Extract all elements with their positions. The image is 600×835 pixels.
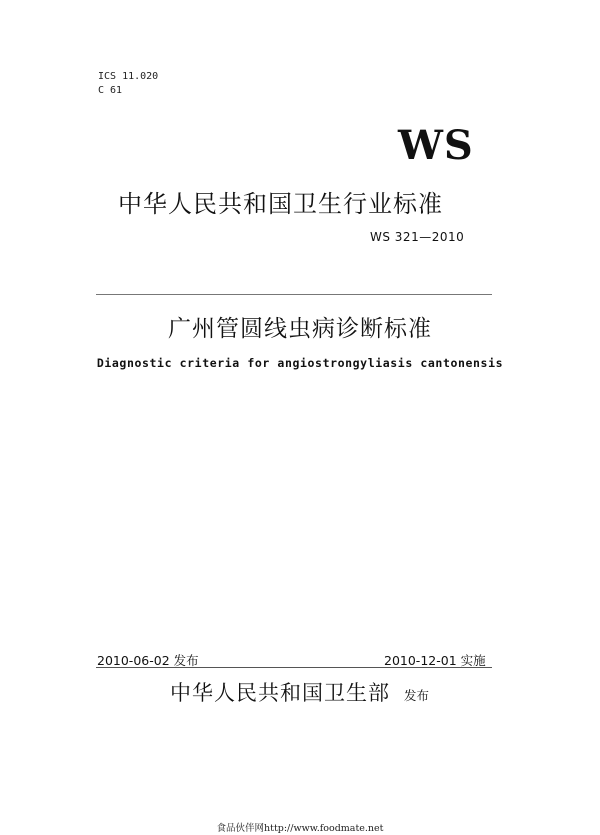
- document-title-en: Diagnostic criteria for angiostrongyliasis cantonensis: [96, 356, 504, 370]
- classification-codes: [98, 70, 158, 98]
- footer-watermark: 食品伙伴网http://www.foodmate.net: [216, 823, 384, 834]
- issuer-suffix: 发布: [404, 688, 430, 703]
- ccs-code: C 61: [98, 85, 123, 96]
- implementation-date: 2010-12-01 实施: [384, 653, 486, 668]
- ics-code: ICS 11.020: [98, 71, 159, 82]
- standard-category: 中华人民共和国卫生行业标准: [118, 190, 443, 218]
- top-divider: [96, 294, 492, 295]
- ws-logo: WS: [398, 122, 474, 169]
- issue-date: 2010-06-02 发布: [97, 653, 199, 668]
- issuing-authority: 中华人民共和国卫生部: [170, 681, 390, 705]
- standard-code: WS 321—2010: [370, 230, 465, 244]
- document-title-zh: 广州管圆线虫病诊断标准: [168, 316, 432, 342]
- bottom-divider: [96, 667, 492, 668]
